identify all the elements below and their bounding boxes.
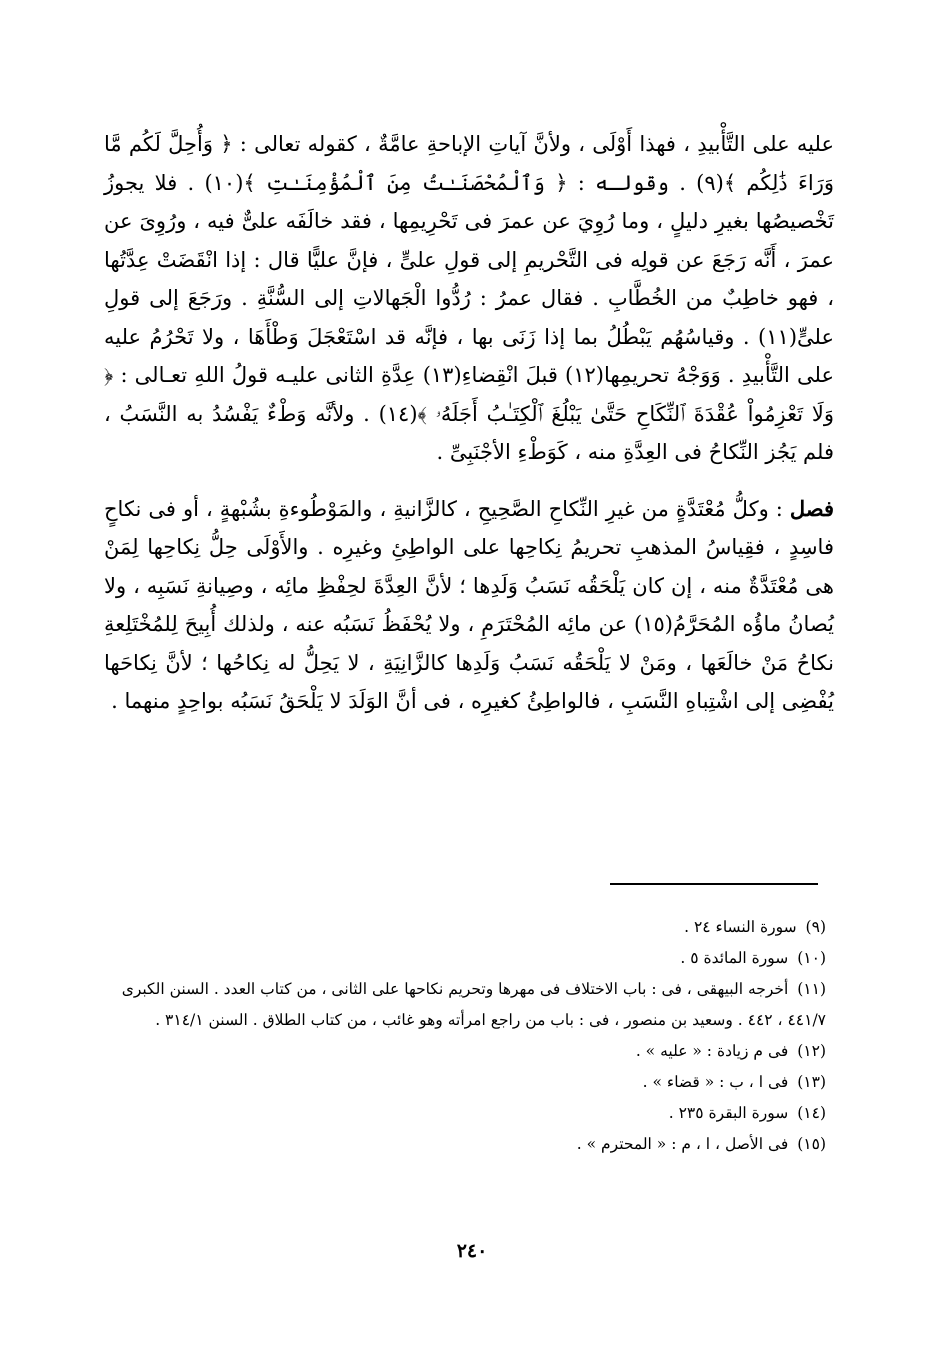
footnote <box>106 974 826 1036</box>
paragraph-2-text: : وكلُّ مُعْتَدَّةٍ من غيرِ النِّكاحِ الصَّحِيحِ ، كالزَّانيةِ ، والمَوْطُوءةِ بشُبْهةٍ ، أو فى نكاحٍ فاسِدٍ ، فقِياسُ المذهبِ تحريمُ نِكاحِها على الواطِئِ وغيرِه . والأَوْلَى حِلُّ نِكاحِها لِمَنْ هى مُعْتَدَّةٌ منه ، إن كان يَلْحَقُه نَسَبُ وَلَدِها ؛ لأنَّ العِدَّةَ لحِفْظِ مائِه ، وصِيانةِ نَسَبِه ، ولا يُصانُ ماؤُه المُحَرَّمُ(١٥) عن مائِه المُحْتَرَمِ ، ولا يُحْفَظُ نَسَبُه عنه ، ولذلك أُبِيحَ لِلمُخْتَلِعةِ نكاحُ مَنْ خالَعَها ، ومَنْ لا يَلْحَقُه نَسَبُ وَلَدِها كالزَّانِيَةِ ، لا يَحِلُّ له نِكاحُها ؛ لأنَّ نِكاحَها يُفْضِى إلى اشْتِباهِ النَّسَبِ ، فالواطِئُ كغيرِه ، فى أنَّ الوَلَدَ لا يَلْحَقُ نَسَبُه بواحِدٍ منهما . <box>104 496 834 713</box>
footnote-text: أخرجه البيهقى ، فى : باب الاختلاف فى مهرها وتحريم نكاحها على الثانى ، من كتاب العدد . السنن الكبرى ٤٤١/٧ ، ٤٤٢ . وسعيد بن منصور ، فى : باب من راجع امرأته وهو غائب ، من كتاب الطلاق . السنن ٣١٤/١ . <box>121 980 826 1029</box>
footnote <box>106 943 826 974</box>
footnote-number: (١١) <box>797 980 826 998</box>
footnotes <box>106 912 826 1160</box>
footnote-text: سورة النساء ٢٤ . <box>684 918 797 936</box>
footnote <box>106 1098 826 1129</box>
section-heading-fasl: فصل <box>789 495 835 521</box>
footnote-number: (١٢) <box>797 1042 826 1060</box>
paragraph-1: عليه على التَّأْبيدِ ، فهذا أَوْلَى ، ولأنَّ آياتِ الإباحةِ عامَّةٌ ، كقوله تعالى : ﴿ وَأُحِلَّ لَكُم مَّا وَرَاءَ ذَٰلِكُم ﴾(٩) . وقولـه : ﴿ وَٱلْمُحْصَنَـٰتُ مِنَ ٱلْمُؤْمِنَـٰتِ ﴾(١٠) . فلا يجوزُ تَخْصيصُها بغيرِ دليلٍ ، وما رُوِيَ عن عمرَ فى تَحْرِيمِها ، فقد خالَفَه علىٌّ فيه ، ورُوِىَ عن عمرَ ، أَنَّه رَجَعَ عن قولِه فى التَّحْريمِ إلى قولِ علىٍّ ، فإنَّ عليًّا قال : إذا انْقَضَتْ عِدَّتُها ، فهو خاطِبٌ من الخُطَّابِ . فقال عمرُ : رُدُّوا الْجَهالاتِ إلى السُّنَّةِ . ورَجَعَ إلى قولِ علىٍّ(١١) . وقياسُهُم يَبْطُلُ بما إذا زَنَى بها ، فإنَّه قد اسْتَعْجَلَ وَطْأَهَا ، ولا تَحْرُمُ عليه على التَّأْبيدِ . وَوَجْهُ تحريمِها(١٢) قبلَ انْقِضاءِ(١٣) عِدَّةِ الثانى عليـه قولُ اللهِ تعـالى : ﴿ وَلَا تَعْزِمُواْ عُقْدَةَ ٱلنِّكَاحِ حَتَّىٰ يَبْلُغَ ٱلْكِتَـٰبُ أَجَلَهُۥ ﴾(١٤) . ولأنَّه وَطْءٌ يَفْسُدُ به النَّسَبُ ، فلم يَجُز النِّكاحُ فى العِدَّةِ منه ، كَوَطْءِ الأجْنَبِىِّ . <box>104 132 835 464</box>
footnote-text: فى م زيادة : « عليه » . <box>635 1042 789 1060</box>
footnote-number: (١٣) <box>797 1073 826 1091</box>
footnote-text: فى ا ، ب : « قضاء » . <box>642 1073 789 1091</box>
footnote <box>106 1036 826 1067</box>
page-number: ٢٤٠ <box>456 1240 488 1262</box>
footnote <box>106 1067 826 1098</box>
footnote <box>106 912 826 943</box>
footnote-text: سورة المائدة ٥ . <box>680 949 789 967</box>
footnote-text: فى الأصل ، ا ، م : « المحترم » . <box>576 1135 789 1153</box>
footnote-number: (١٥) <box>797 1135 826 1153</box>
main-text <box>104 125 834 721</box>
footnote-number: (٩) <box>805 918 826 936</box>
footnote-text: سورة البقرة ٢٣٥ . <box>668 1104 789 1122</box>
footnote <box>106 1129 826 1160</box>
footnote-number: (١٠) <box>797 949 826 967</box>
paragraph-2 <box>104 490 834 721</box>
footnote-number: (١٤) <box>797 1104 826 1122</box>
footnote-separator <box>610 883 818 885</box>
